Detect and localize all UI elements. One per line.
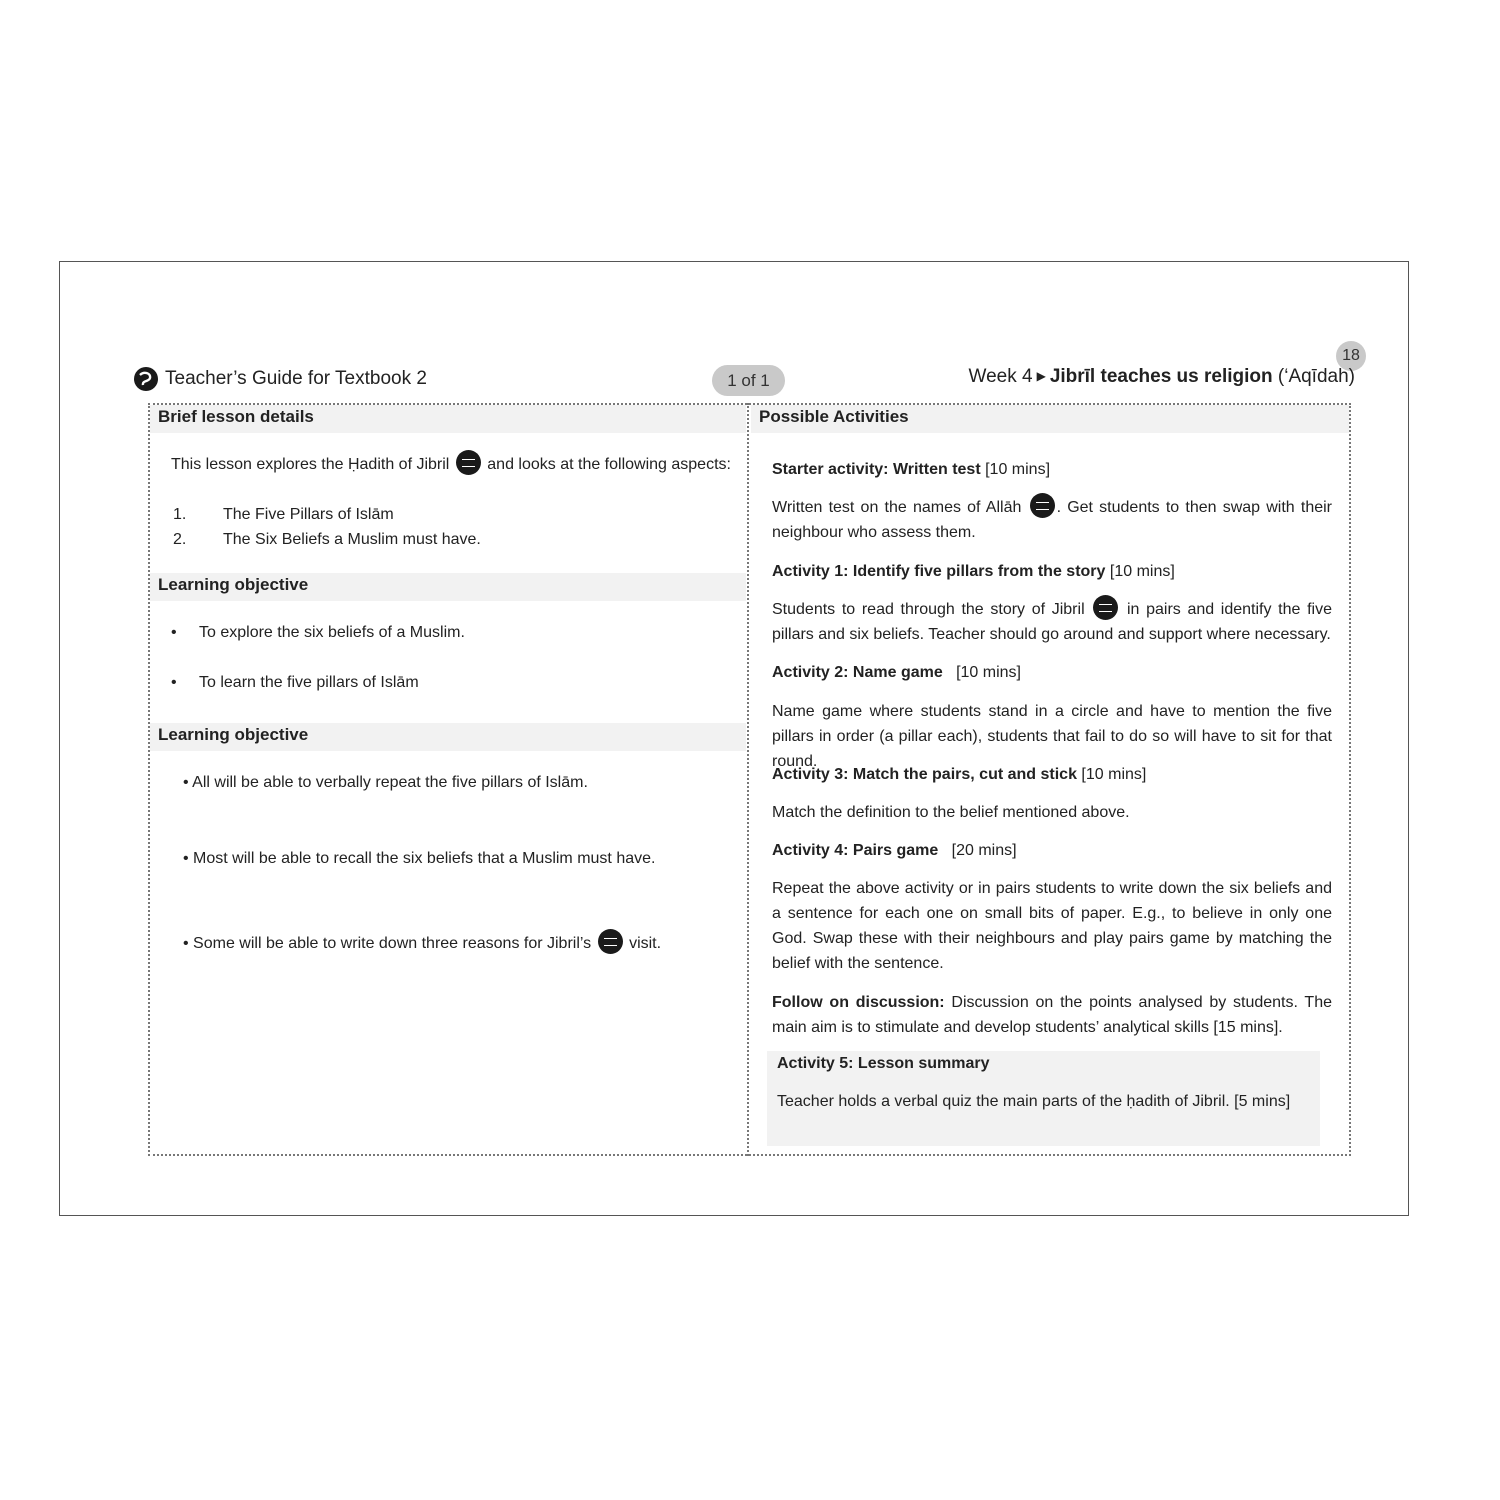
follow-on-discussion — [772, 990, 1332, 1040]
aspect-item: The Five Pillars of Islām — [223, 506, 394, 523]
a2-title: Activity 2: Name game — [772, 664, 943, 681]
a3-time: [10 mins] — [1081, 766, 1147, 783]
bullet-icon: • — [171, 624, 177, 641]
page-indicator: 1 of 1 — [712, 365, 785, 396]
honorific-seal-icon — [456, 450, 481, 475]
page-number: 18 — [1336, 341, 1366, 371]
activity-3-text: Match the definition to the belief mentioned above. — [772, 804, 1130, 821]
intro-text-end: and looks at the following aspects: — [487, 456, 731, 473]
activity-2-text: Name game where students stand in a circle and have to mention the five pillars in order (a pillar each), students that fail to do so will have to sit for that round. — [772, 703, 1332, 770]
honorific-seal-icon — [598, 929, 623, 954]
lesson-topic: (‘Aqīdah) — [1277, 366, 1355, 387]
triangle-right-icon: ▶ — [1036, 369, 1046, 383]
aspect-number: 2. — [173, 531, 187, 548]
a1-text-end: in pairs and identify the five pillars and six beliefs. Teacher should go around and support where necessary. — [772, 601, 1332, 644]
outcome-most: • Most will be able to recall the six beliefs that a Muslim must have. — [183, 850, 656, 867]
column-divider — [747, 403, 749, 1156]
brief-lesson-heading: Brief lesson details — [150, 405, 746, 433]
outcome-some — [183, 931, 661, 956]
starter-text-end: . Get students to then swap with their neighbour who assess them. — [772, 499, 1333, 542]
guide-title: Teacher’s Guide for Textbook 2 — [165, 368, 427, 389]
activity-4-title — [772, 838, 1332, 863]
starter-text: Written test on the names of Allāh — [772, 499, 1022, 516]
objective-item: To learn the five pillars of Islām — [199, 674, 419, 691]
guide-header — [133, 366, 427, 392]
a1-time: [10 mins] — [1109, 563, 1175, 580]
follow-title: Follow on discussion: — [772, 994, 945, 1011]
starter-activity-title — [772, 457, 1332, 482]
activity-2-title — [772, 660, 1332, 685]
learning-outcome-heading: Learning objective — [150, 723, 746, 751]
allah-glorification-seal-icon — [1030, 493, 1055, 518]
activity-1-text — [772, 597, 1332, 647]
aspect-item: The Six Beliefs a Muslim must have. — [223, 531, 481, 548]
lesson-header — [969, 366, 1356, 388]
lesson-title: Jibrīl teaches us religion — [1049, 366, 1273, 387]
bullet-icon: • — [171, 674, 177, 691]
outcome-all: • All will be able to verbally repeat the five pillars of Islām. — [183, 774, 588, 791]
activity-5-title: Activity 5: Lesson summary — [777, 1055, 990, 1072]
starter-title: Starter activity: Written test — [772, 461, 981, 478]
honorific-seal-icon — [1093, 595, 1118, 620]
learning-objective-heading: Learning objective — [150, 573, 746, 601]
lesson-intro — [171, 452, 741, 477]
publisher-logo-icon — [133, 366, 159, 392]
intro-text: This lesson explores the Ḥadith of Jibril — [171, 456, 450, 473]
starter-activity-text — [772, 495, 1332, 545]
objective-item: To explore the six beliefs of a Muslim. — [199, 624, 465, 641]
outcome-some-end: visit. — [629, 935, 662, 952]
aspect-number: 1. — [173, 506, 187, 523]
a3-title: Activity 3: Match the pairs, cut and stick — [772, 766, 1077, 783]
a1-title: Activity 1: Identify five pillars from the story — [772, 563, 1106, 580]
outcome-some-text: • Some will be able to write down three reasons for Jibril’s — [183, 935, 592, 952]
week-label: Week 4 — [968, 366, 1033, 387]
a4-time: [20 mins] — [951, 842, 1017, 859]
follow-text: Discussion on the points analysed by students. The main aim is to stimulate and develop students’ analytical skills [15 mins]. — [772, 994, 1332, 1036]
a2-time: [10 mins] — [956, 664, 1021, 681]
activity-1-title — [772, 559, 1332, 584]
a4-title: Activity 4: Pairs game — [772, 842, 939, 859]
starter-time: [10 mins] — [985, 461, 1051, 478]
activity-4-text: Repeat the above activity or in pairs students to write down the six beliefs and a sentence for each one on small bits of paper. E.g., to believe in only one God. Swap these with their neighbours and play pairs game by matching the belief with the sentence. — [772, 880, 1332, 972]
a1-text: Students to read through the story of Jibril — [772, 601, 1085, 618]
activity-3-title — [772, 762, 1332, 787]
activity-5-text: Teacher holds a verbal quiz the main parts of the ḥadith of Jibril. [5 mins] — [777, 1093, 1291, 1110]
possible-activities-heading: Possible Activities — [751, 405, 1349, 433]
